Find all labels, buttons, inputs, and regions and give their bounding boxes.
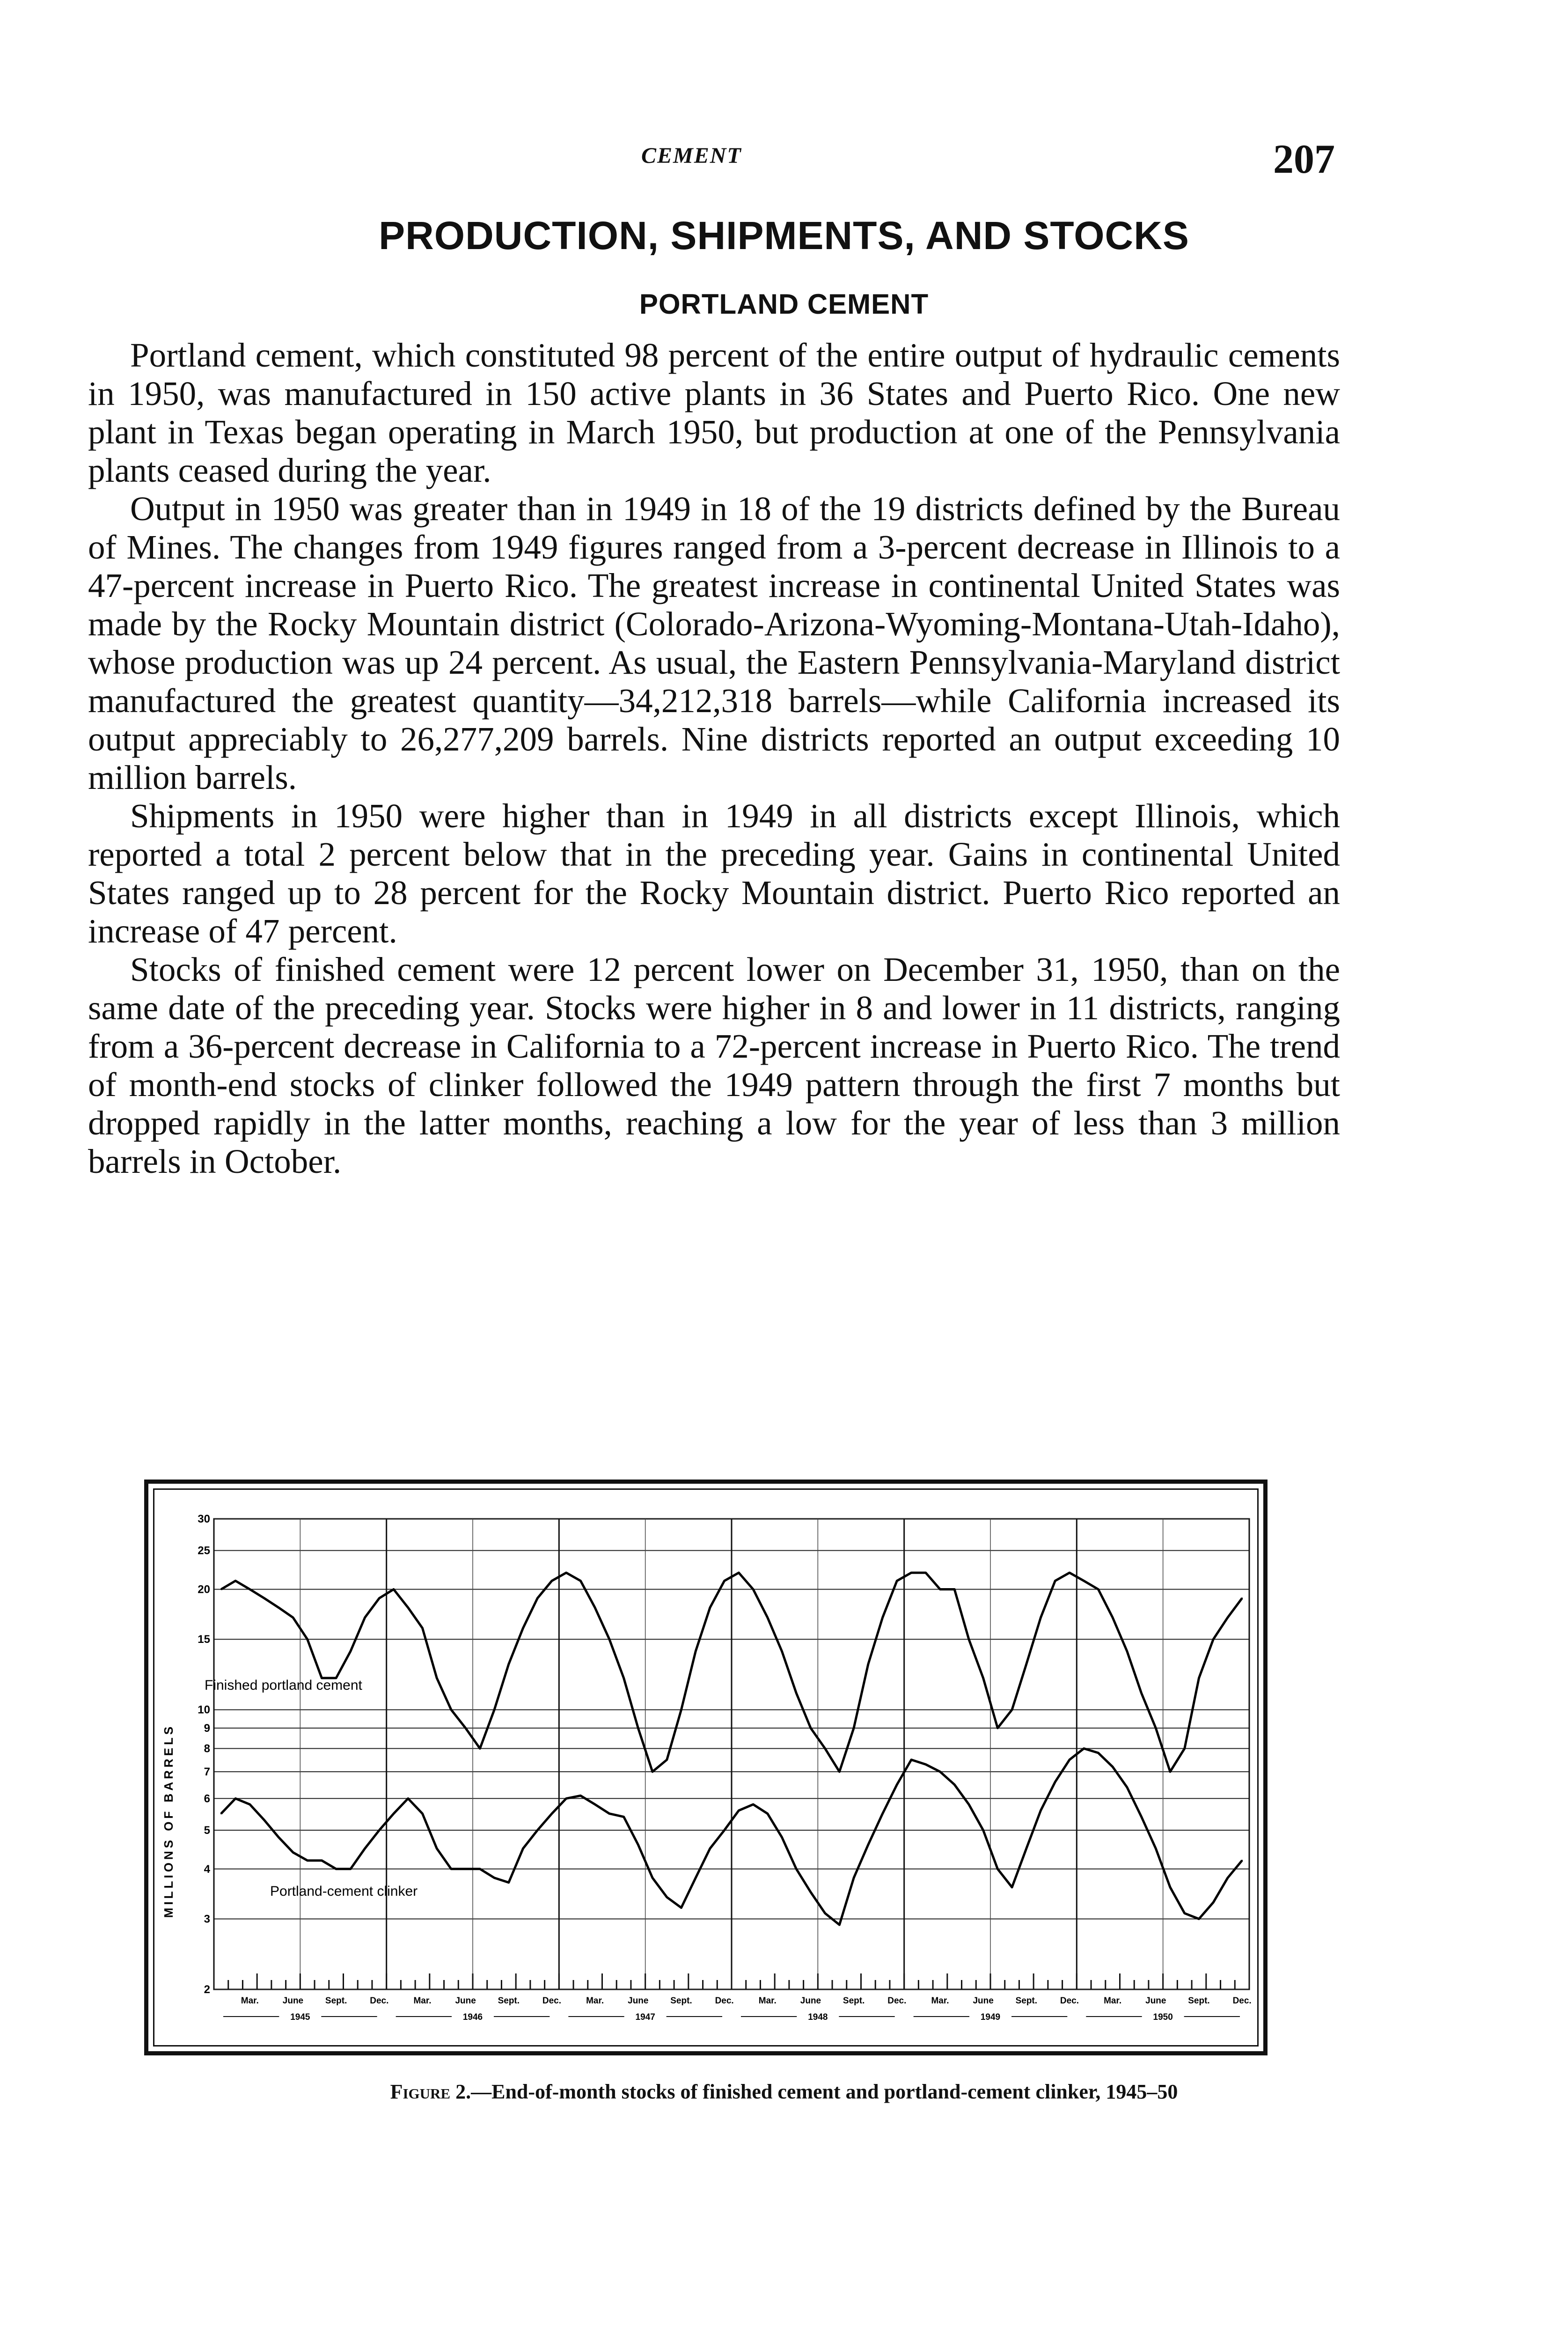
data-point <box>1126 1787 1128 1788</box>
data-point <box>537 1597 538 1599</box>
y-tick-label: 2 <box>204 1983 210 1996</box>
data-point <box>292 1852 293 1853</box>
x-month-label: June <box>455 1996 476 2006</box>
x-month-label: Mar. <box>241 1996 259 2006</box>
x-month-label: Sept. <box>1188 1996 1210 2006</box>
data-point <box>465 1868 466 1870</box>
data-point <box>1155 1727 1157 1729</box>
data-point <box>839 1924 840 1926</box>
data-point <box>364 1848 366 1849</box>
data-point <box>853 1727 855 1729</box>
section-title: PRODUCTION, SHIPMENTS, AND STOCKS <box>379 213 1189 258</box>
figure-caption-label: Figure 2. <box>390 2080 471 2103</box>
data-point <box>450 1709 452 1710</box>
y-tick-label: 9 <box>204 1722 210 1735</box>
data-point <box>479 1868 481 1870</box>
x-month-label: Dec. <box>370 1996 389 2006</box>
data-point <box>508 1882 509 1883</box>
paragraph: Shipments in 1950 were higher than in 1949 in all districts except Illinois, which reported a total 2 percent below that in the preceding year. Gains in continental United States ranged up to 28 percent for the Rocky Mountain district. Puerto Rico reported an increase of 47 percent. <box>88 797 1340 950</box>
data-point <box>968 1804 969 1805</box>
y-tick-label: 20 <box>198 1583 210 1596</box>
data-point <box>1155 1848 1157 1849</box>
x-month-label: Dec. <box>1060 1996 1079 2006</box>
data-point <box>393 1813 395 1814</box>
page-number: 207 <box>1273 137 1335 182</box>
data-point <box>422 1627 423 1629</box>
x-month-label: June <box>628 1996 649 2006</box>
data-point <box>738 1810 740 1811</box>
data-point <box>551 1813 552 1814</box>
data-point <box>666 1759 667 1760</box>
data-point <box>580 1795 581 1796</box>
x-month-label: June <box>800 1996 821 2006</box>
data-point <box>350 1868 351 1870</box>
data-point <box>925 1764 926 1765</box>
data-point <box>724 1580 725 1582</box>
x-year-label: 1946 <box>462 2012 483 2022</box>
series-label-finished: Finished portland cement <box>205 1678 362 1693</box>
y-tick-label: 7 <box>204 1766 210 1779</box>
data-point <box>436 1678 438 1679</box>
paragraph: Stocks of finished cement were 12 percent lower on December 31, 1950, than on the same date of the preceding year. Stocks were higher in 8 and lower in 11 districts, ranging from a 36-percent decrease in California to a 72-percent increase in Puerto Rico. The trend of month-end stocks of clinker followed the 1949 pattern through the first 7 months but dropped rapidly in the latter months, reaching a low for the year of less than 3 million barrels in October. <box>88 950 1340 1180</box>
data-point <box>1011 1709 1013 1710</box>
data-point <box>709 1848 711 1849</box>
data-point <box>954 1589 955 1590</box>
data-point <box>580 1580 581 1582</box>
data-point <box>407 1798 409 1799</box>
y-tick-label: 8 <box>204 1742 210 1755</box>
x-month-label: Sept. <box>1015 1996 1038 2006</box>
data-point <box>810 1727 811 1729</box>
data-point <box>1040 1810 1041 1811</box>
data-point <box>1040 1617 1041 1618</box>
x-month-label: Sept. <box>670 1996 692 2006</box>
y-tick-label: 30 <box>198 1513 210 1525</box>
x-month-label: June <box>1145 1996 1166 2006</box>
data-point <box>1026 1848 1027 1849</box>
data-point <box>307 1639 308 1640</box>
data-point <box>824 1748 826 1749</box>
x-year-label: 1948 <box>808 2012 828 2022</box>
data-point <box>681 1709 682 1710</box>
x-month-label: Mar. <box>1104 1996 1122 2006</box>
x-month-label: Mar. <box>586 1996 604 2006</box>
data-point <box>1098 1589 1099 1590</box>
data-point <box>637 1727 639 1729</box>
data-point <box>738 1572 740 1574</box>
data-point <box>939 1589 941 1590</box>
data-point <box>882 1813 883 1814</box>
data-point <box>911 1572 912 1574</box>
data-point <box>494 1877 495 1878</box>
data-point <box>925 1572 926 1574</box>
data-point <box>896 1784 898 1785</box>
data-point <box>278 1607 279 1608</box>
data-point <box>1227 1877 1228 1878</box>
data-point <box>810 1892 811 1893</box>
data-point <box>1184 1913 1185 1914</box>
data-point <box>1198 1678 1200 1679</box>
y-tick-label: 10 <box>198 1703 210 1716</box>
data-point <box>249 1804 250 1805</box>
data-point <box>336 1868 337 1870</box>
data-point <box>321 1860 322 1861</box>
data-point <box>781 1837 783 1838</box>
data-point <box>264 1819 265 1821</box>
data-point <box>1083 1580 1084 1582</box>
figure-chart <box>144 1480 1268 2055</box>
x-month-label: Dec. <box>715 1996 734 2006</box>
data-point <box>896 1580 898 1582</box>
data-point <box>796 1868 797 1870</box>
data-point <box>753 1804 754 1805</box>
data-point <box>1213 1902 1214 1903</box>
data-point <box>1011 1886 1013 1888</box>
x-year-label: 1950 <box>1153 2012 1173 2022</box>
x-month-label: Mar. <box>931 1996 949 2006</box>
data-point <box>954 1784 955 1785</box>
data-point <box>623 1816 624 1818</box>
data-point <box>379 1597 380 1599</box>
x-year-label: 1949 <box>980 2012 1001 2022</box>
data-point <box>767 1813 768 1814</box>
data-point <box>508 1664 509 1665</box>
data-point <box>608 1639 610 1640</box>
data-point <box>450 1868 452 1870</box>
data-point <box>681 1907 682 1908</box>
data-point <box>982 1678 984 1679</box>
data-point <box>407 1607 409 1608</box>
x-month-label: Dec. <box>1232 1996 1252 2006</box>
subsection-title: PORTLAND CEMENT <box>639 288 929 320</box>
data-point <box>1069 1759 1070 1760</box>
data-point <box>522 1627 524 1629</box>
body-text <box>88 336 1340 1181</box>
data-point <box>853 1877 855 1878</box>
x-month-label: June <box>282 1996 304 2006</box>
data-point <box>1170 1886 1171 1888</box>
x-month-label: Mar. <box>413 1996 432 2006</box>
data-point <box>623 1678 624 1679</box>
data-point <box>364 1617 366 1618</box>
data-point <box>220 1813 222 1814</box>
data-point <box>494 1709 495 1710</box>
x-month-label: Sept. <box>498 1996 520 2006</box>
x-month-label: Dec. <box>542 1996 562 2006</box>
data-point <box>264 1597 265 1599</box>
data-point <box>939 1771 941 1773</box>
data-point <box>537 1829 538 1831</box>
data-point <box>594 1607 596 1608</box>
x-month-label: Sept. <box>843 1996 865 2006</box>
x-month-label: Sept. <box>325 1996 347 2006</box>
data-point <box>522 1848 524 1849</box>
data-point <box>1069 1572 1070 1574</box>
data-point <box>479 1748 481 1749</box>
y-axis-title: MILLIONS OF BARRELS <box>161 1723 176 1918</box>
data-point <box>1055 1781 1056 1782</box>
data-point <box>968 1639 969 1640</box>
y-tick-label: 25 <box>198 1544 210 1557</box>
x-month-label: Dec. <box>887 1996 907 2006</box>
data-point <box>709 1607 711 1608</box>
paragraph: Output in 1950 was greater than in 1949 in 18 of the 19 districts defined by the Bureau of Mines. The changes from 1949 figures ranged from a 3-percent decrease in Illinois to a 47-percent increase in Puerto Rico. The greatest increase in continental United States was made by the Rocky Mountain district (Colorado-Arizona-Wyoming-Montana-Utah-Idaho), whose production was up 24 percent. As usual, the Eastern Pennsylvania-Maryland district manufactured the greatest quantity—34,212,318 barrels—while California increased its output appreciably to 26,277,209 barrels. Nine districts reported an output exceeding 10 million barrels. <box>88 490 1340 796</box>
data-point <box>608 1813 610 1814</box>
data-point <box>652 1771 653 1773</box>
data-point <box>997 1727 998 1729</box>
y-tick-label: 4 <box>204 1862 210 1876</box>
data-point <box>1026 1664 1027 1665</box>
data-point <box>379 1829 380 1831</box>
data-point <box>982 1829 984 1831</box>
data-point <box>350 1650 351 1652</box>
data-point <box>1241 1597 1243 1599</box>
data-point <box>1112 1766 1114 1767</box>
grid-layer <box>214 1519 1249 1989</box>
series-label-clinker: Portland-cement clinker <box>270 1884 418 1899</box>
data-point <box>1083 1748 1084 1749</box>
data-point <box>551 1580 552 1582</box>
data-point <box>695 1650 696 1652</box>
data-point <box>724 1829 725 1831</box>
data-point <box>565 1572 567 1574</box>
data-point <box>1112 1617 1114 1618</box>
data-point <box>1241 1860 1243 1861</box>
x-month-label: June <box>973 1996 994 2006</box>
data-point <box>1126 1650 1128 1652</box>
data-point <box>753 1589 754 1590</box>
data-point <box>292 1617 293 1618</box>
data-point <box>796 1693 797 1694</box>
data-point <box>594 1804 596 1805</box>
data-point <box>824 1913 826 1914</box>
data-point <box>695 1877 696 1878</box>
data-point <box>997 1868 998 1870</box>
data-point <box>867 1664 869 1665</box>
x-month-label: Mar. <box>758 1996 777 2006</box>
x-year-label: 1945 <box>290 2012 310 2022</box>
data-point <box>767 1617 768 1618</box>
data-point <box>1213 1639 1214 1640</box>
data-point <box>235 1798 236 1799</box>
y-tick-label: 15 <box>198 1633 210 1646</box>
stocks-line-chart <box>148 1484 1263 2051</box>
y-tick-label: 5 <box>204 1824 210 1837</box>
data-point <box>839 1771 840 1773</box>
data-point <box>666 1897 667 1898</box>
y-tick-label: 6 <box>204 1792 210 1805</box>
data-point <box>1141 1693 1142 1694</box>
data-point <box>1170 1771 1171 1773</box>
data-point <box>1141 1816 1142 1818</box>
data-point <box>637 1844 639 1845</box>
data-point <box>1098 1752 1099 1753</box>
data-point <box>422 1813 423 1814</box>
y-tick-label: 3 <box>204 1913 210 1926</box>
data-point <box>1198 1918 1200 1920</box>
data-point <box>882 1617 883 1618</box>
data-point <box>465 1727 466 1729</box>
data-point <box>307 1860 308 1861</box>
figure-caption-text: —End-of-month stocks of finished cement and portland-cement clinker, 1945–50 <box>471 2080 1178 2103</box>
running-title: CEMENT <box>641 143 742 168</box>
paragraph: Portland cement, which constituted 98 percent of the entire output of hydraulic cements in 1950, was manufactured in 150 active plants in 36 States and Puerto Rico. One new plant in Texas began operating in March 1950, but production at one of the Pennsylvania plants ceased during the year. <box>88 336 1340 489</box>
data-point <box>235 1580 236 1582</box>
data-point <box>220 1589 222 1590</box>
data-point <box>565 1798 567 1799</box>
data-point <box>652 1877 653 1878</box>
data-point <box>911 1759 912 1760</box>
data-point <box>1055 1580 1056 1582</box>
data-point <box>867 1844 869 1845</box>
figure-caption <box>0 2080 1568 2104</box>
data-point <box>1184 1748 1185 1749</box>
data-point <box>393 1589 395 1590</box>
data-point <box>436 1848 438 1849</box>
x-year-label: 1947 <box>635 2012 655 2022</box>
data-point <box>278 1837 279 1838</box>
data-point <box>1227 1617 1228 1618</box>
data-point <box>781 1650 783 1652</box>
data-point <box>249 1589 250 1590</box>
